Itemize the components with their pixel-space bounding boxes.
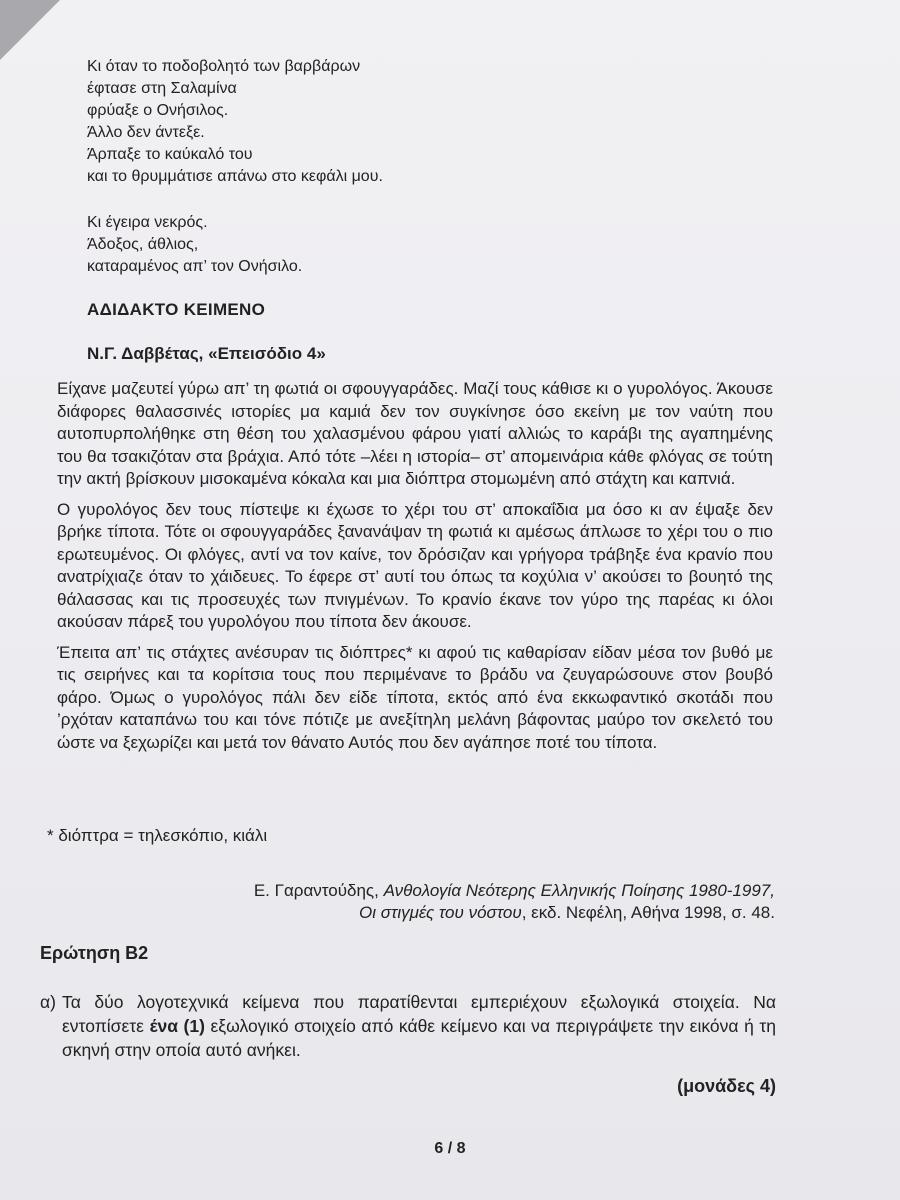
citation-publisher: , εκδ. Νεφέλη, Αθήνα 1998, σ. 48.	[521, 903, 775, 922]
poem-line: και το θρυμμάτισε απάνω στο κεφάλι μου.	[87, 168, 383, 185]
body-paragraph: Ο γυρολόγος δεν τους πίστεψε κι έχωσε το χέρι του στ’ αποκαΐδια μα όσο κι αν έψαξε δεν βρήκε τίποτα. Τότε οι σφουγγαράδες ξανανάψαν τη φωτιά κι αμέσως άπλωσε το χέρι του ο πιο ερωτευμένος. Οι φλόγες, αντί να τον καίνε, τον δρόσιζαν και γρήγορα τράβηξε ένα κρανίο που ανατρίχιαζε όταν το χάιδευες. Το έφερε στ’ αυτί του όπως τα κοχύλια ν’ ακούσει το βουητό της θάλασσας και τις προσευχές των πνιγμένων. Το κρανίο έκανε τον γύρο της παρέας κι όλοι ακούσαν πάρεξ του γυρολόγου που τίποτα δεν άκουσε.	[57, 499, 773, 631]
body-paragraph: Είχανε μαζευτεί γύρω απ’ τη φωτιά οι σφουγγαράδες. Μαζί τους κάθισε κι ο γυρολόγος. Άκουσε διάφορες θαλασσινές ιστορίες μα καμιά δεν τον συγκίνησε όσο εκείνη με τον ναύτη που αυτοπυρπολήθηκε στη θέση του χαλασμένου φάρου γιατί αλλιώς το καράβι της αγαπημένης του θα τσακιζόταν στα βράχια. Από τότε –λέει η ιστορία– στ’ απομεινάρια κάθε φλόγας σε τούτη την ακτή βρίσκουν μισοκαμένα κόκαλα και μια διόπτρα στομωμένη από στάχτη και καπνιά.	[57, 379, 773, 488]
page-number: 6 / 8	[434, 1140, 466, 1157]
poem-line: καταραμένος απ’ τον Ονήσιλο.	[87, 258, 303, 275]
question-heading: Ερώτηση Β2	[40, 943, 149, 963]
poem-line: Κι όταν το ποδοβολητό των βαρβάρων	[87, 58, 361, 75]
section-heading: ΑΔΙΔΑΚΤΟ ΚΕΙΜΕΝΟ	[87, 300, 266, 319]
source-citation	[254, 880, 775, 924]
question-label: α)	[40, 992, 56, 1012]
question-text	[40, 990, 776, 1062]
poem-line: έφτασε στη Σαλαμίνα	[87, 80, 237, 97]
footnote: * διόπτρα = τηλεσκόπιο, κιάλι	[47, 826, 268, 845]
page-corner-shadow	[0, 0, 60, 60]
question-text-part: εξωλογικό στοιχείο από κάθε κείμενο και να περιγράψετε την εικόνα ή τη σκηνή στην οποία αυτό ανήκει.	[62, 1016, 777, 1060]
poem-line: Άλλο δεν άντεξε.	[87, 124, 205, 141]
question-text-part: Τα δύο λογοτεχνικά κείμενα που παρατίθενται εμπεριέχουν εξωλογικά στοιχεία. Να εντοπίσετε	[62, 992, 776, 1036]
citation-anthology-title: Ανθολογία Νεότερης Ελληνικής Ποίησης 1980-1997,	[383, 881, 775, 900]
citation-book-title: Οι στιγμές του νόστου	[359, 903, 522, 922]
citation-author: Ε. Γαραντούδης,	[253, 881, 384, 900]
poem-line: φρύαξε ο Ονήσιλος.	[87, 102, 229, 119]
marks-label: (μονάδες 4)	[677, 1076, 776, 1096]
question-item	[40, 990, 776, 1062]
poem-line: Άδοξος, άθλιος,	[87, 236, 199, 253]
body-paragraph: Έπειτα απ’ τις στάχτες ανέσυραν τις διόπτρες* κι αφού τις καθαρίσαν είδαν μέσα τον βυθό με τις σειρήνες και τα κορίτσια τους που περιμένανε το βράδυ να ζευγαρώσουνε στον βουβό φάρο. Όμως ο γυρολόγος πάλι δεν είδε τίποτα, εκτός από ένα εκκωφαντικό σκοτάδι που ’ρχόταν καταπάνω του και τόνε πότιζε με ανεξίτηλη μελάνη βάφοντας μαύρο τον σκελετό του ώστε να ξεχωρίζει και μετά τον θάνατο Αυτός που δεν αγάπησε ποτέ του τίποτα.	[57, 642, 773, 752]
text-title-heading: Ν.Γ. Δαββέτας, «Επεισόδιο 4»	[87, 344, 326, 363]
poem-excerpt	[87, 56, 383, 278]
question-emphasis: ένα (1)	[149, 1016, 205, 1036]
unseen-text-body	[57, 378, 773, 762]
poem-line: Άρπαξε το καύκαλό του	[87, 146, 253, 163]
poem-line: Κι έγειρα νεκρός.	[87, 214, 208, 231]
